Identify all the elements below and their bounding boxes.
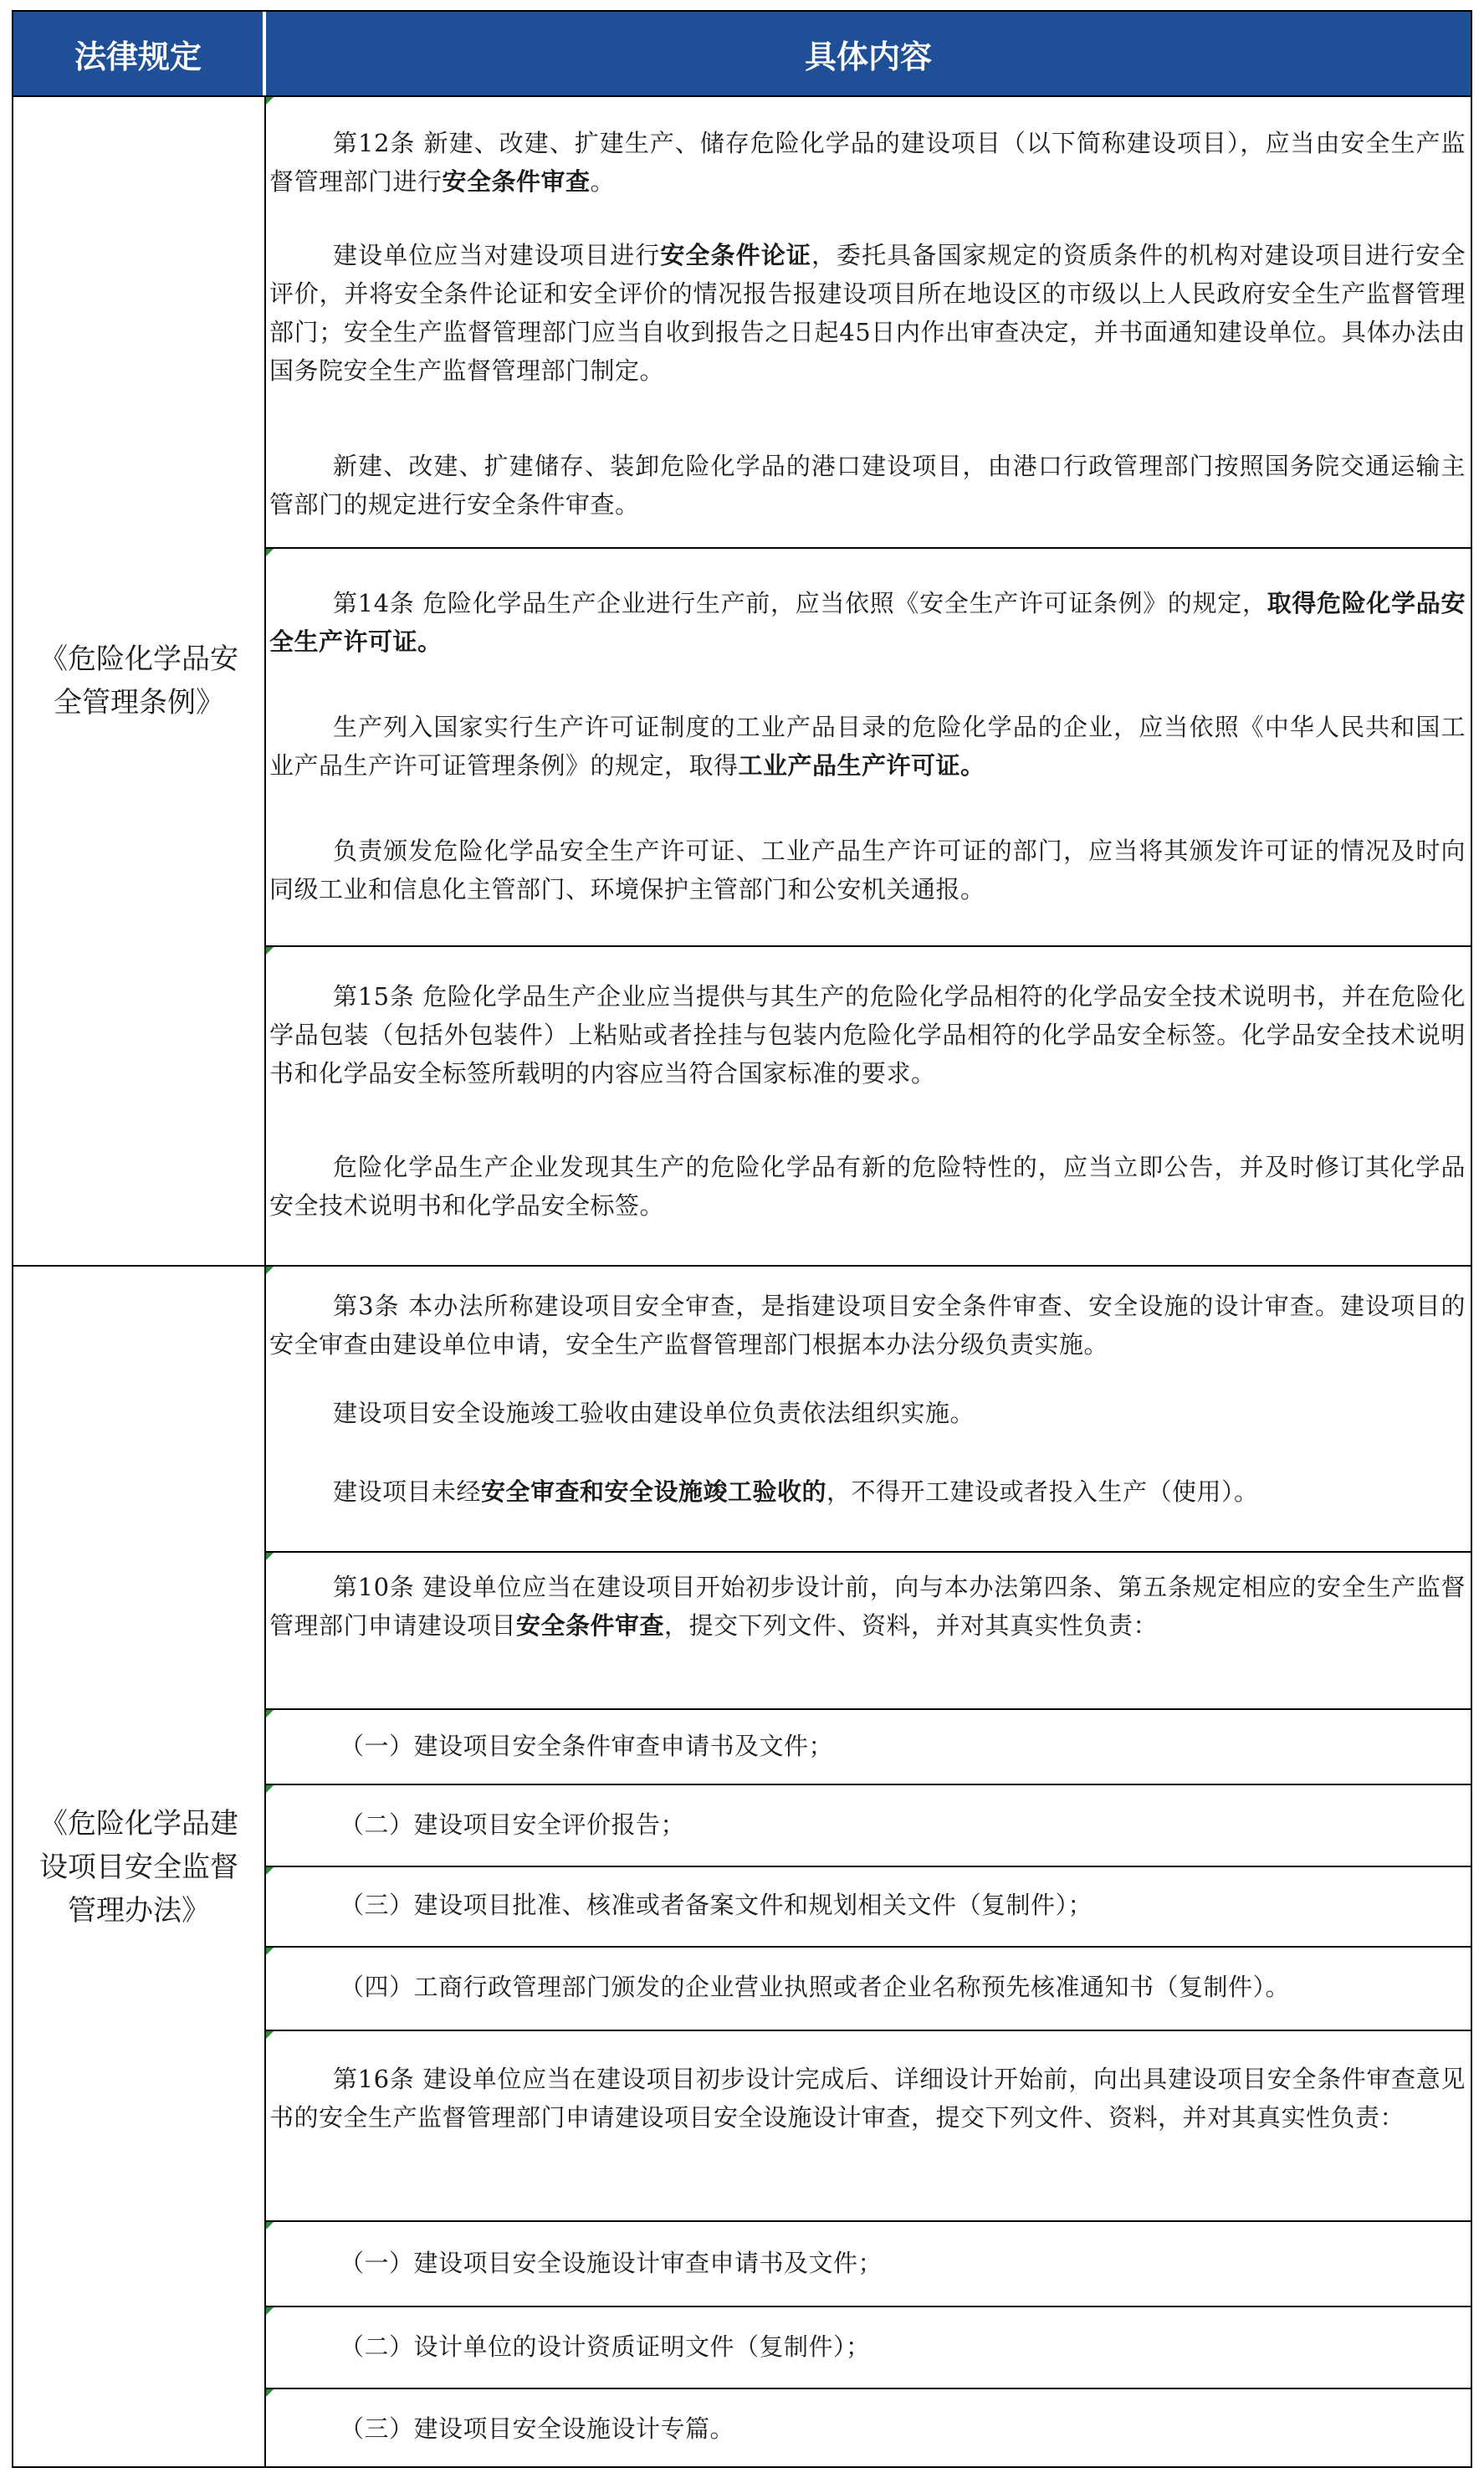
article-15-cell [266,947,1471,1265]
list-item: （二）建设项目安全评价报告； [266,1785,1471,1866]
list-item: （一）建设项目安全条件审查申请书及文件； [266,1710,1471,1784]
law-name-line: 《危险化学品安 [39,643,238,676]
law-name-line: 设项目安全监督 [39,1851,238,1884]
law-name-measures [13,1267,264,2468]
law-name-line: 全管理条例》 [54,686,224,719]
list-item: （四）工商行政管理部门颁发的企业营业执照或者企业名称预先核准通知书（复制件）。 [266,1948,1471,2030]
article-paragraph: 第12条 新建、改建、扩建生产、储存危险化学品的建设项目（以下简称建设项目），应当由安全生产监督管理部门进行安全条件审查。 [269,129,1466,196]
article-12-cell [266,97,1471,547]
law-name-line: 管理办法》 [68,1894,210,1928]
article-14-cell [266,549,1471,945]
article-paragraph: 新建、改建、扩建储存、装卸危险化学品的港口建设项目，由港口行政管理部门按照国务院交通运输主管部门的规定进行安全条件审查。 [269,452,1466,519]
article-paragraph: 建设项目安全设施竣工验收由建设单位负责依法组织实施。 [333,1399,975,1427]
header-content-column: 具体内容 [266,12,1471,95]
article-paragraph: 第16条 建设单位应当在建设项目初步设计完成后、详细设计开始前，向出具建设项目安全条件审查意见书的安全生产监督管理部门申请建设项目安全设施设计审查，提交下列文件、资料，并对其真实性负责： [269,2065,1466,2132]
measures-article-16-cell [266,2031,1471,2220]
article-paragraph: 危险化学品生产企业发现其生产的危险化学品有新的危险特性的，应当立即公告，并及时修订其化学品安全技术说明书和化学品安全标签。 [269,1153,1466,1220]
law-name-regulation [13,97,264,1265]
list-item: （一）建设项目安全设施设计审查申请书及文件； [266,2222,1471,2306]
article-paragraph: 第3条 本办法所称建设项目安全审查，是指建设项目安全条件审查、安全设施的设计审查。建设项目的安全审查由建设单位申请，安全生产监督管理部门根据本办法分级负责实施。 [269,1292,1466,1359]
list-item: （三）建设项目安全设施设计专篇。 [266,2389,1471,2468]
article-paragraph: 第15条 危险化学品生产企业应当提供与其生产的危险化学品相符的化学品安全技术说明书，并在危险化学品包装（包括外包装件）上粘贴或者拴挂与包装内危险化学品相符的化学品安全标签。化学品安全技术说明书和化学品安全标签所载明的内容应当符合国家标准的要求。 [269,982,1466,1088]
article-paragraph: 第10条 建设单位应当在建设项目开始初步设计前，向与本办法第四条、第五条规定相应的安全生产监督管理部门申请建设项目安全条件审查，提交下列文件、资料，并对其真实性负责： [269,1573,1466,1640]
list-item: （二）设计单位的设计资质证明文件（复制件）； [266,2307,1471,2388]
regulation-table [12,10,1472,2468]
article-paragraph: 生产列入国家实行生产许可证制度的工业产品目录的危险化学品的企业，应当依照《中华人民共和国工业产品生产许可证管理条例》的规定，取得工业产品生产许可证。 [269,713,1466,780]
measures-article-10-cell [266,1553,1471,1708]
article-paragraph: 第14条 危险化学品生产企业进行生产前，应当依照《安全生产许可证条例》的规定，取得危险化学品安全生产许可证。 [269,589,1466,656]
article-paragraph: 负责颁发危险化学品安全生产许可证、工业产品生产许可证的部门，应当将其颁发许可证的情况及时向同级工业和信息化主管部门、环境保护主管部门和公安机关通报。 [269,837,1466,904]
measures-article-3-cell [266,1267,1471,1551]
list-item: （三）建设项目批准、核准或者备案文件和规划相关文件（复制件）； [266,1867,1471,1946]
article-paragraph: 建设单位应当对建设项目进行安全条件论证，委托具备国家规定的资质条件的机构对建设项目进行安全评价，并将安全条件论证和安全评价的情况报告报建设项目所在地设区的市级以上人民政府安全生产监督管理部门；安全生产监督管理部门应当自收到报告之日起45日内作出审查决定，并书面通知建设单位。具体办法由国务院安全生产监督管理部门制定。 [269,241,1466,385]
article-paragraph: 建设项目未经安全审查和安全设施竣工验收的，不得开工建设或者投入生产（使用）。 [333,1477,1259,1506]
law-name-line: 《危险化学品建 [39,1807,238,1841]
header-law-column: 法律规定 [13,12,264,95]
